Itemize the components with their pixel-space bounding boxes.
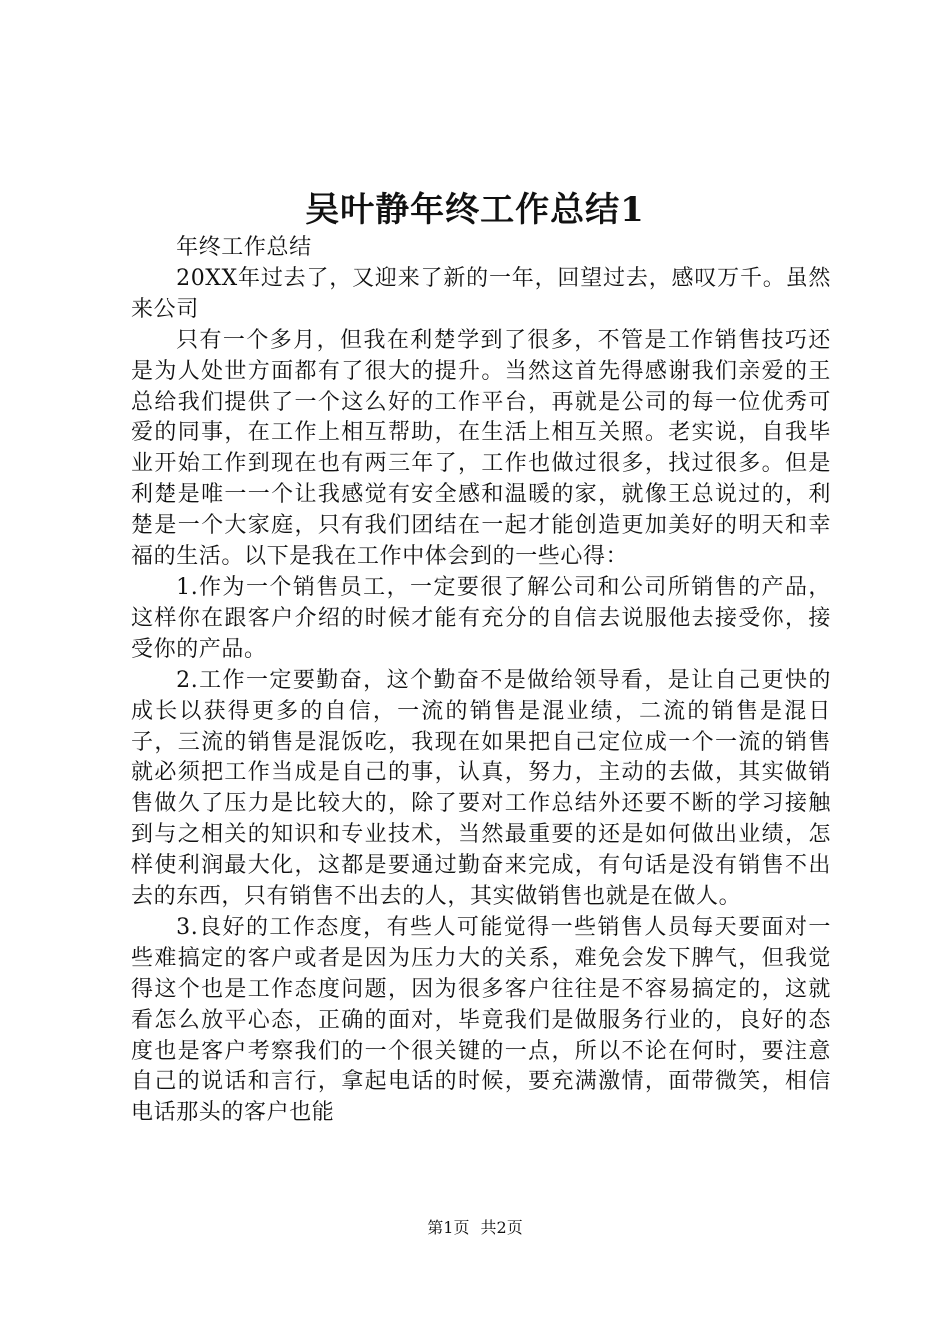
paragraph-point-1: 1.作为一个销售员工，一定要很了解公司和公司所销售的产品，这样你在跟客户介绍的时候才能有充分的自信去说服他去接受你，接受你的产品。 — [131, 574, 831, 662]
document-body — [131, 233, 831, 1129]
paragraph-point-2: 2.工作一定要勤奋，这个勤奋不是做给领导看，是让自己更快的成长以获得更多的自信，一流的销售是混业绩，二流的销售是混日子，三流的销售是混饭吃，我现在如果把自己定位成一个一流的销售就必须把工作当成是自己的事，认真，努力，主动的去做，其实做销售做久了压力是比较大的，除了要对工作总结外还要不断的学习接触到与之相关的知识和专业技术，当然最重要的还是如何做出业绩，怎样使利润最大化，这都是要通过勤奋来完成，有句话是没有销售不出去的东西，只有销售不出去的人，其实做销售也就是在做人。 — [131, 667, 831, 910]
paragraph-subtitle: 年终工作总结 — [176, 235, 312, 260]
page-number: 第1页 — [427, 1218, 470, 1237]
paragraph-intro: 20XX年过去了，又迎来了新的一年，回望过去，感叹万千。虽然来公司 — [131, 265, 831, 322]
page-footer — [0, 1217, 950, 1239]
page-total: 共2页 — [480, 1218, 523, 1237]
paragraph-main: 只有一个多月，但我在利楚学到了很多，不管是工作销售技巧还是为人处世方面都有了很大的提升。当然这首先得感谢我们亲爱的王总给我们提供了一个这么好的工作平台，再就是公司的每一位优秀可爱的同事，在工作上相互帮助，在生活上相互关照。老实说，自我毕业开始工作到现在也有两三年了，工作也做过很多，找过很多。但是利楚是唯一一个让我感觉有安全感和温暖的家，就像王总说过的，利楚是一个大家庭，只有我们团结在一起才能创造更加美好的明天和幸福的生活。以下是我在工作中体会到的一些心得： — [131, 327, 831, 570]
document-title: 吴叶静年终工作总结1 — [305, 190, 645, 230]
paragraph-point-3: 3.良好的工作态度，有些人可能觉得一些销售人员每天要面对一些难搞定的客户或者是因为压力大的关系，难免会发下脾气，但我觉得这个也是工作态度问题，因为很多客户往往是不容易搞定的，这就看怎么放平心态，正确的面对，毕竟我们是做服务行业的，良好的态度也是客户考察我们的一个很关键的一点，所以不论在何时，要注意自己的说话和言行，拿起电话的时候，要充满激情，面带微笑，相信电话那头的客户也能 — [131, 914, 831, 1126]
